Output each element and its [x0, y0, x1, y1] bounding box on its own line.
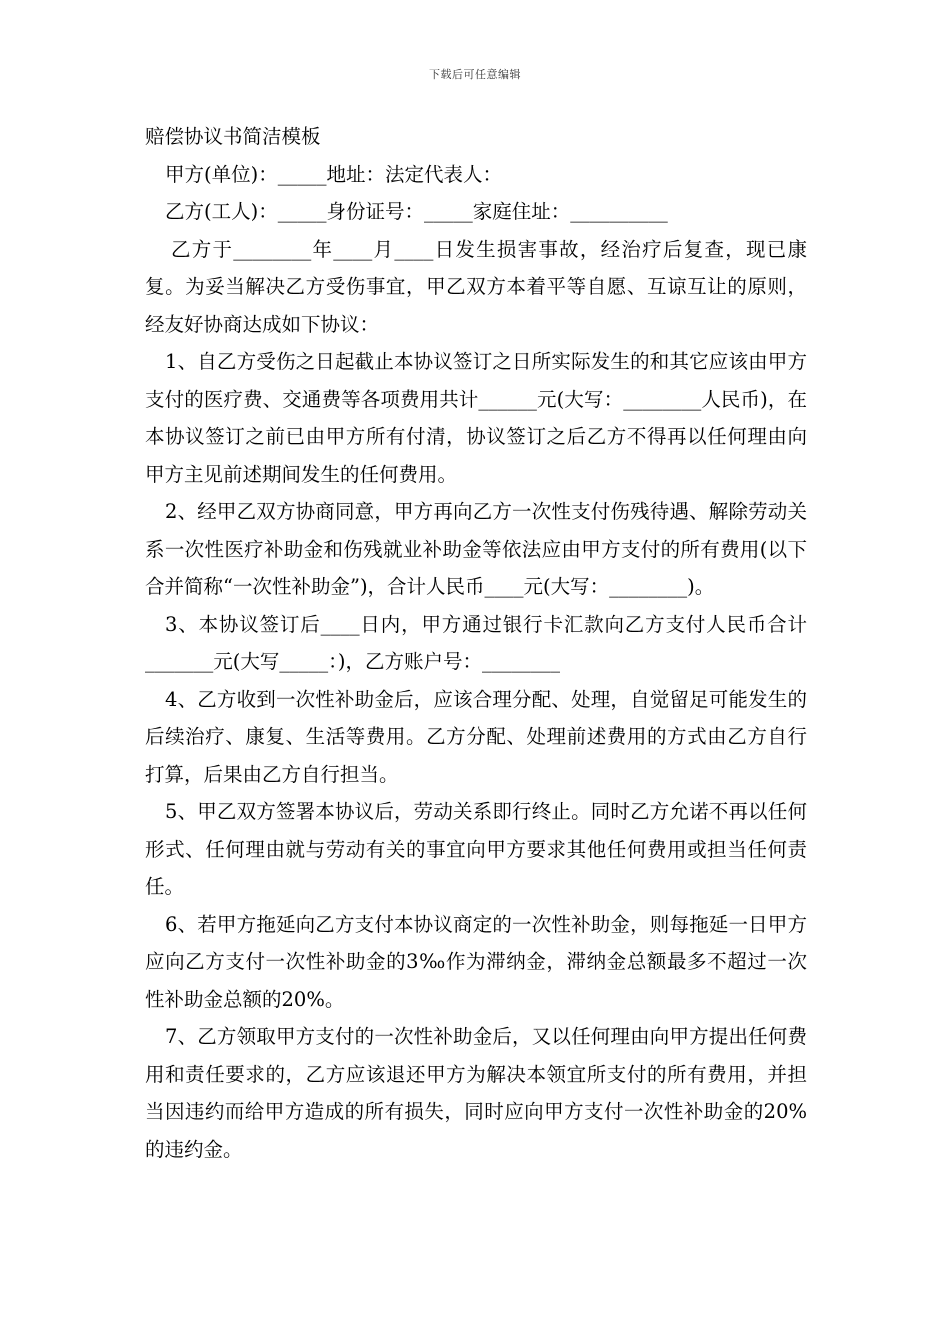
clause-5: 5、甲乙双方签署本协议后，劳动关系即行终止。同时乙方允诺不再以任何形式、任何理由就与劳动有关的事宜向甲方要求其他任何费用或担当任何责任。: [145, 800, 807, 898]
clause-7: 7、乙方领取甲方支付的一次性补助金后，又以任何理由向甲方提出任何费用和责任要求的，乙方应该退还甲方为解决本领宜所支付的所有费用，并担当因违约而给甲方造成的所有损失，同时应向甲方支付一次性补助金的20%的违约金。: [145, 1025, 807, 1161]
intro-paragraph: 乙方于________年____月____日发生损害事故，经治疗后复查，现已康复。为妥当解决乙方受伤事宜，甲乙双方本着平等自愿、互谅互让的原则，经友好协商达成如下协议：: [145, 237, 807, 336]
document-body: [145, 118, 807, 1168]
clause-3: 3、本协议签订后____日内，甲方通过银行卡汇款向乙方支付人民币合计_______元(大写_____：)，乙方账户号：________: [145, 612, 807, 673]
clause-2: 2、经甲乙双方协商同意，甲方再向乙方一次性支付伤残待遇、解除劳动关系一次性医疗补助金和伤残就业补助金等依法应由甲方支付的所有费用(以下合并简称“一次性补助金”)，合计人民币____元(大写：________)。: [145, 500, 807, 598]
clause-6: 6、若甲方拖延向乙方支付本协议商定的一次性补助金，则每拖延一日甲方应向乙方支付一次性补助金的3‰作为滞纳金，滞纳金总额最多不超过一次性补助金总额的20%。: [145, 912, 807, 1011]
party-a-line: 甲方(单位)：_____地址：法定代表人：: [165, 162, 502, 186]
party-b-line: 乙方(工人)：_____身份证号：_____家庭住址：__________: [165, 200, 668, 223]
clause-1: 1、自乙方受伤之日起截止本协议签订之日所实际发生的和其它应该由甲方支付的医疗费、交通费等各项费用共计______元(大写：________人民币)，在本协议签订之前已由甲方所有付清，协议签订之后乙方不得再以任何理由向甲方主见前述期间发生的任何费用。: [145, 350, 807, 486]
page-header-note: 下载后可任意编辑: [429, 68, 521, 81]
clause-4: 4、乙方收到一次性补助金后，应该合理分配、处理，自觉留足可能发生的后续治疗、康复、生活等费用。乙方分配、处理前述费用的方式由乙方自行打算，后果由乙方自行担当。: [145, 687, 807, 786]
document-title: 赔偿协议书简洁模板: [145, 125, 321, 148]
